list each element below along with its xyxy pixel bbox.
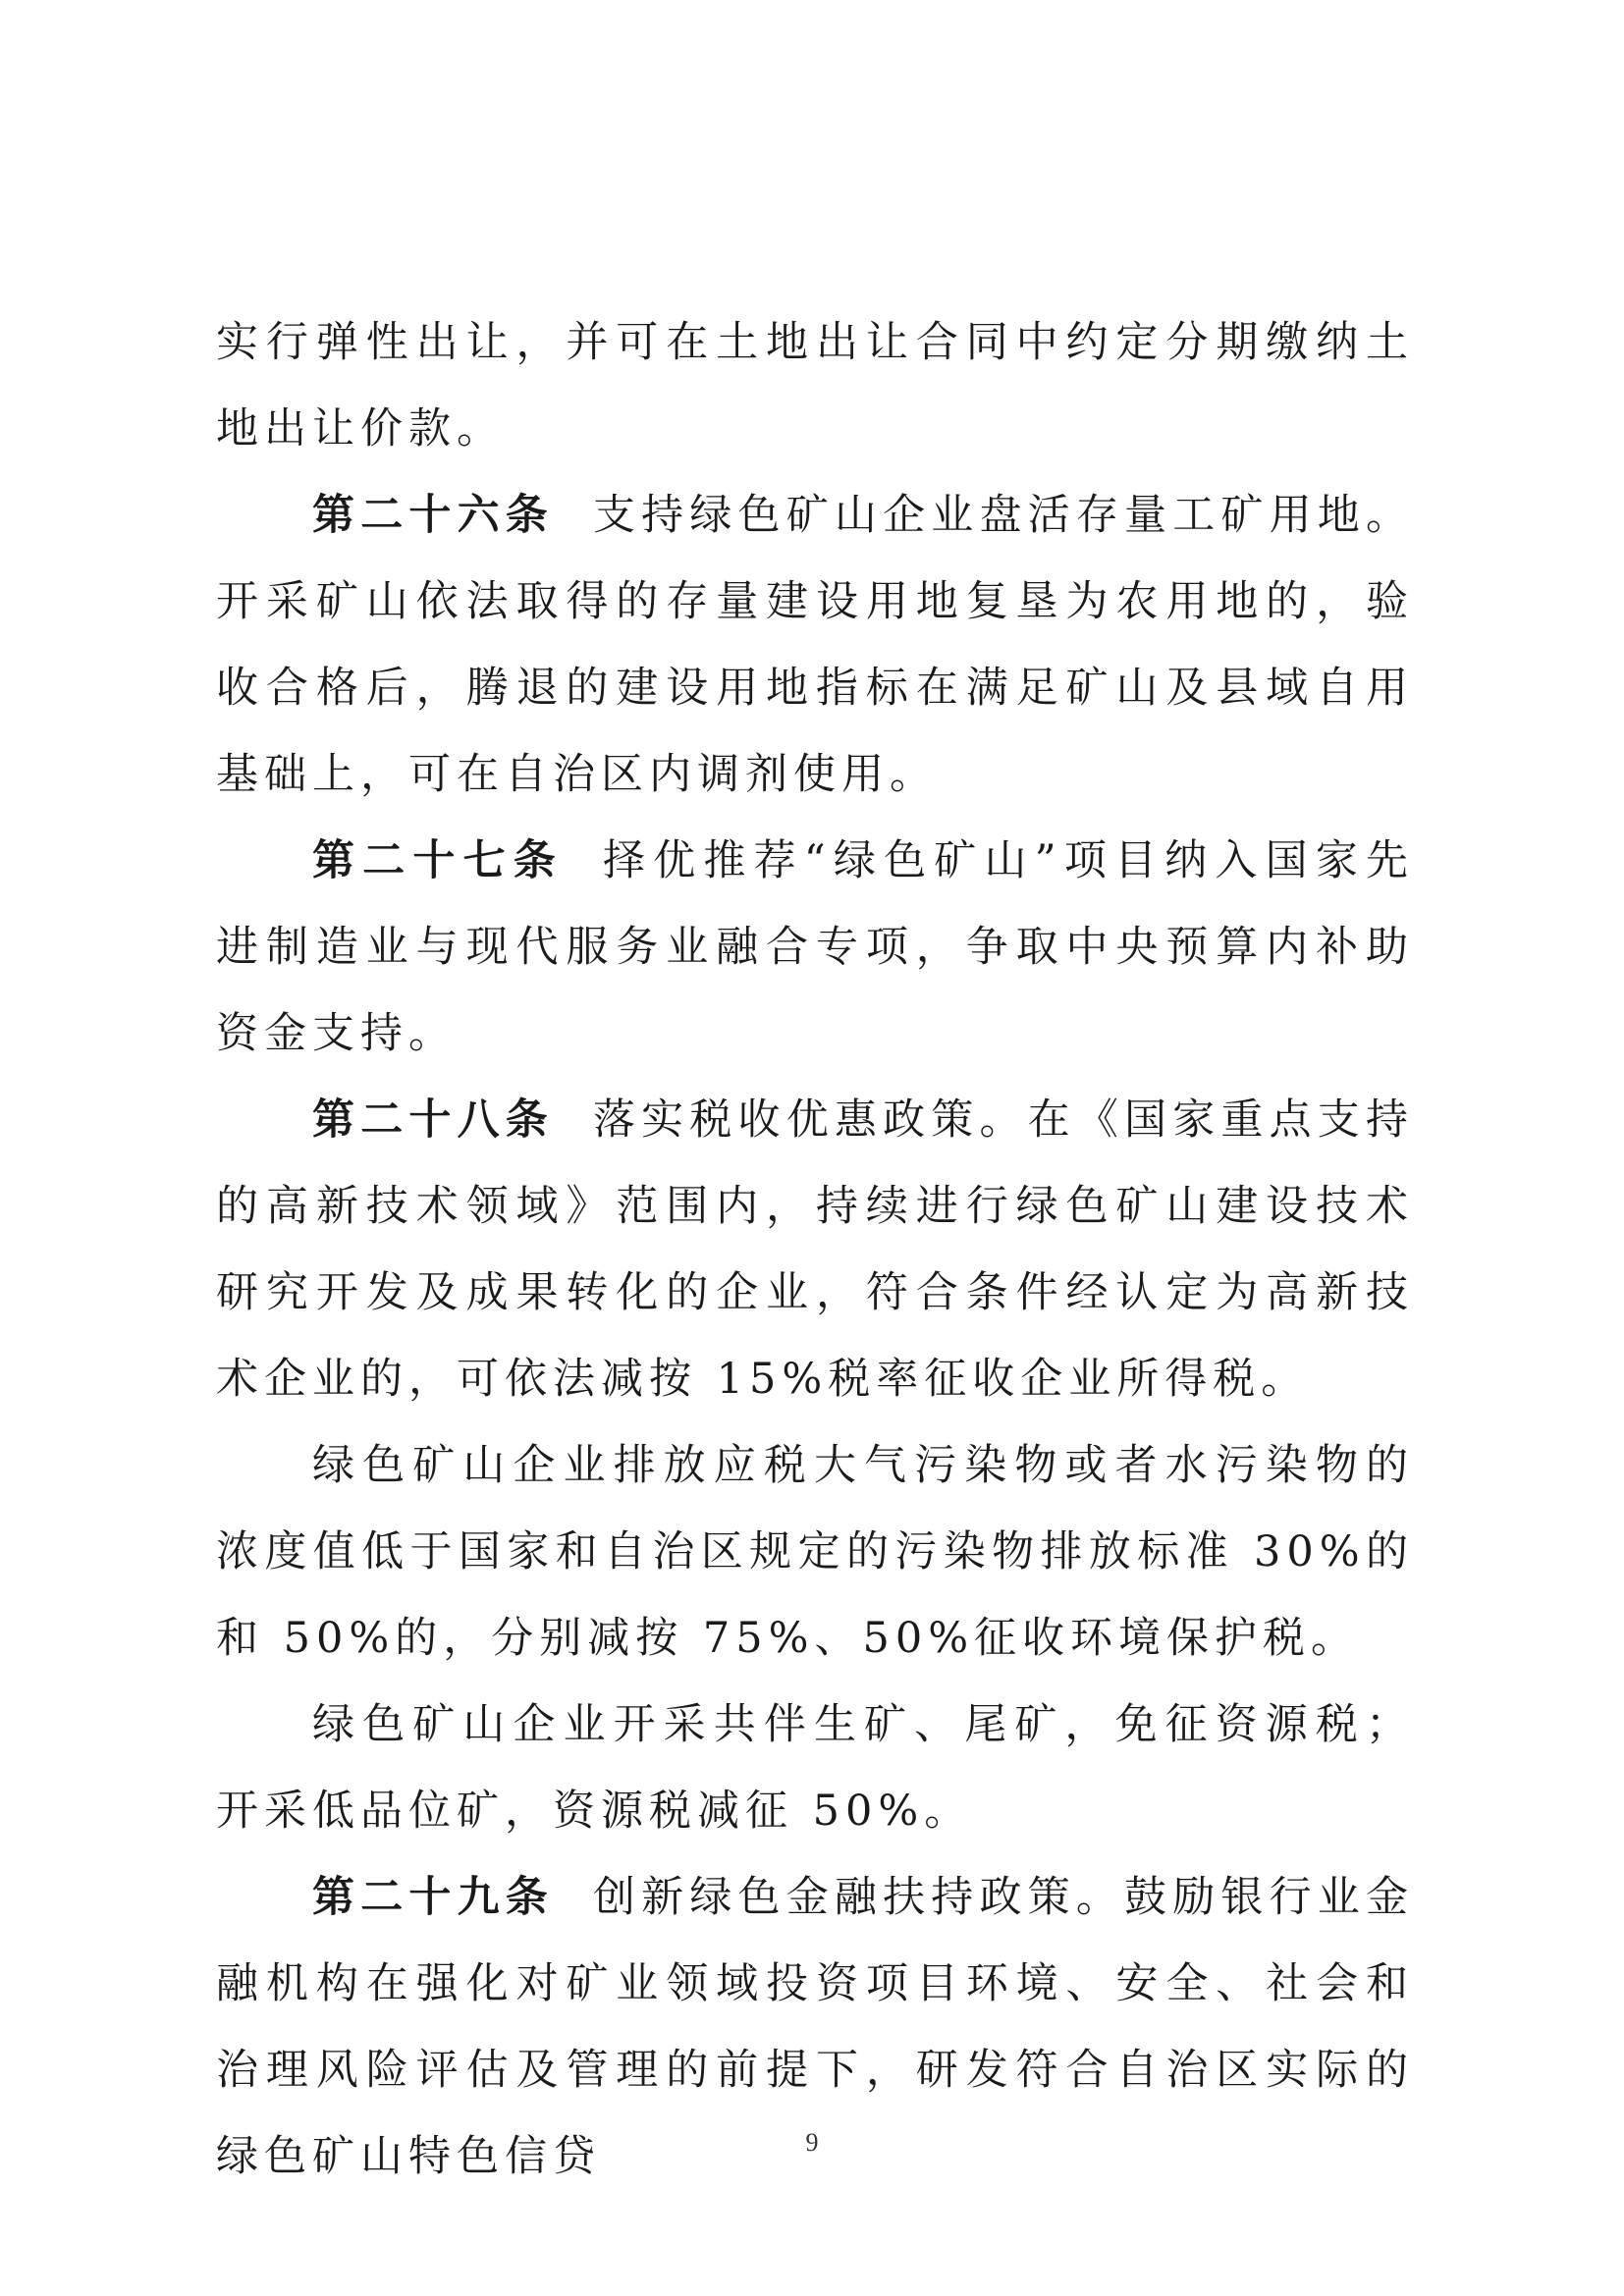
paragraph-text: 绿色矿山企业排放应税大气污染物或者水污染物的浓度值低于国家和自治区规定的污染物排放标准 30%的和 50%的，分别减按 75%、50%征收环境保护税。	[216, 1441, 1414, 1663]
paragraph-text: 落实税收优惠政策。在《国家重点支持的高新技术领域》范围内，持续进行绿色矿山建设技术研究开发及成果转化的企业，符合条件经认定为高新技术企业的，可依法减按 15%税率征收企业所得税。	[216, 1095, 1415, 1404]
paragraph-article-28	[216, 1077, 1414, 1422]
paragraph-article-27	[216, 818, 1414, 1077]
paragraph-text: 创新绿色金融扶持政策。鼓励银行业金融机构在强化对矿业领域投资项目环境、安全、社会和治理风险评估及管理的前提下，研发符合自治区实际的绿色矿山特色信贷	[216, 1873, 1415, 2181]
article-number: 第二十七条	[312, 836, 564, 885]
paragraph-environmental-tax	[216, 1422, 1414, 1682]
article-number: 第二十八条	[312, 1095, 554, 1145]
article-number: 第二十六条	[312, 491, 554, 540]
paragraph-resource-tax	[216, 1682, 1414, 1854]
body-text	[216, 299, 1414, 2200]
paragraph-text: 支持绿色矿山企业盘活存量工矿用地。开采矿山依法取得的存量建设用地复垦为农用地的，验收合格后，腾退的建设用地指标在满足矿山及县域自用基础上，可在自治区内调剂使用。	[216, 491, 1415, 799]
paragraph-text: 绿色矿山企业开采共伴生矿、尾矿，免征资源税；开采低品位矿，资源税减征 50%。	[216, 1700, 1414, 1836]
paragraph-article-26	[216, 472, 1414, 818]
page-number: 9	[805, 2128, 819, 2157]
article-number: 第二十九条	[312, 1873, 554, 1922]
paragraph-continuation	[216, 299, 1414, 472]
paragraph-text: 实行弹性出让，并可在土地出让合同中约定分期缴纳土地出让价款。	[216, 318, 1414, 454]
paragraph-text: 择优推荐“绿色矿山”项目纳入国家先进制造业与现代服务业融合专项，争取中央预算内补助资金支持。	[216, 836, 1415, 1058]
